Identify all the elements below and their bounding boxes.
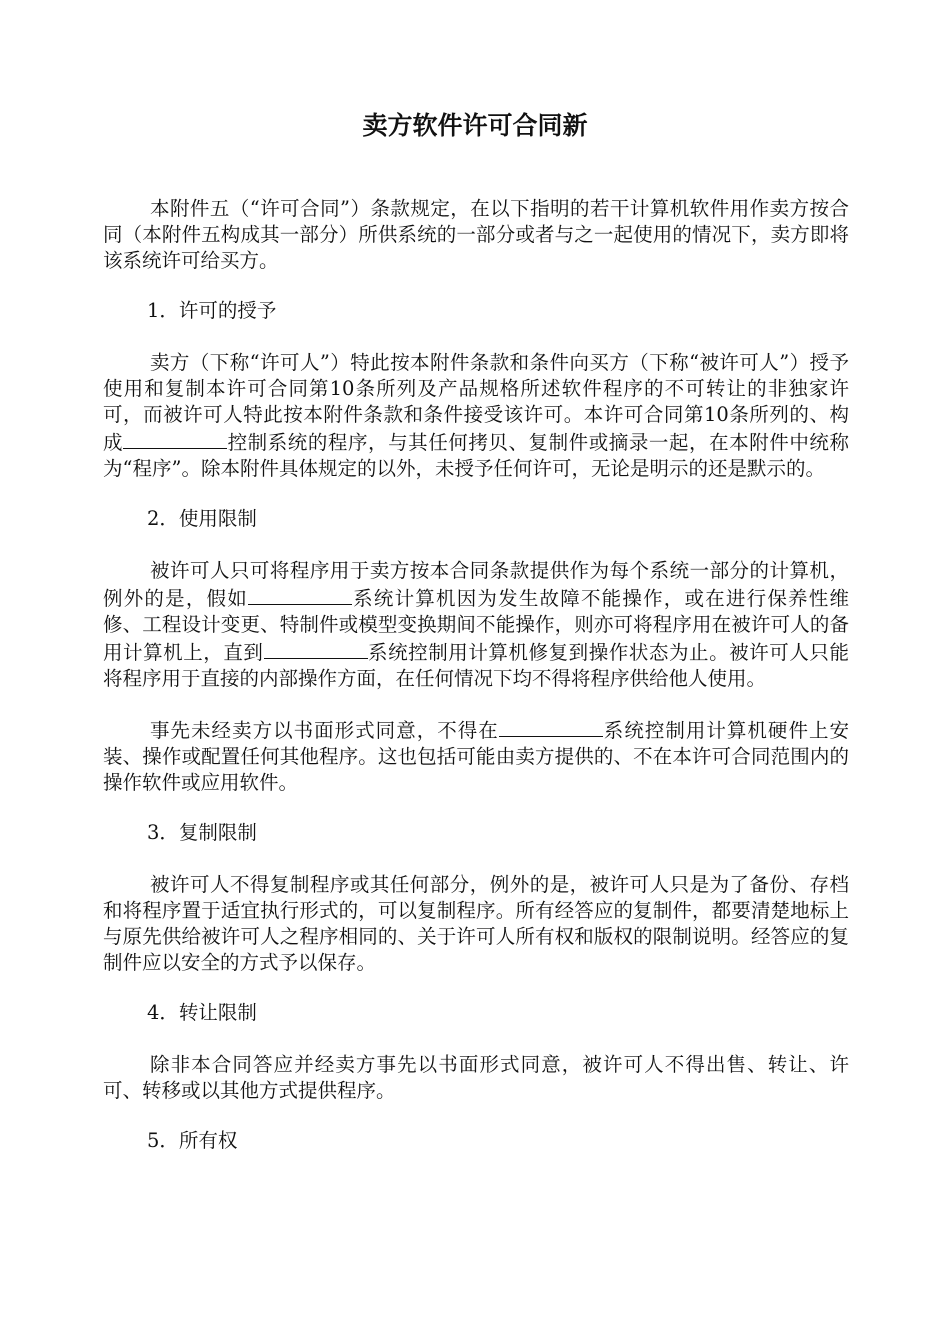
fill-in-blank	[264, 638, 368, 659]
section-2-text-a: 被许可人只可将程序用于卖方按本合同条款提供作为每个系统一部分的计算机，例外的是，假如	[103, 559, 849, 610]
section-2-text-e: 系统控制用计算机硬件上安装、操作或配置任何其他程序。这也包括可能由卖方提供的、不在本许可合同范围内的操作软件或应用软件。	[103, 719, 849, 794]
section-1-heading: 1．许可的授予	[147, 299, 277, 322]
section-2-text-d: 事先未经卖方以书面形式同意，不得在	[150, 719, 499, 742]
section-3-paragraph	[103, 872, 849, 976]
section-3-heading: 3．复制限制	[147, 821, 257, 844]
intro-paragraph	[103, 196, 849, 274]
section-2-text-b: 系统计算机因为发生故障不能操作，或在进行保养性维修、工程设计变更、特制件或模型变换期间不能操作，则亦可将程序用在被许可人的备用计算机上，直到	[103, 587, 849, 664]
section-1-text-b: 控制系统的程序，与其任何拷贝、复制件或摘录一起，在本附件中统称为“程序”。除本附件具体规定的以外，未授予任何许可，无论是明示的还是默示的。	[103, 431, 849, 480]
intro-text: 本附件五（“许可合同”）条款规定，在以下指明的若干计算机软件用作卖方按合同（本附件五构成其一部分）所供系统的一部分或者与之一起使用的情况下，卖方即将该系统许可给买方。	[103, 197, 849, 272]
section-2-paragraph-1	[103, 558, 849, 692]
section-2-text-c: 系统控制用计算机修复到操作状态为止。被许可人只能将程序用于直接的内部操作方面，在任何情况下均不得将程序供给他人使用。	[103, 641, 849, 690]
section-2-heading: 2．使用限制	[147, 507, 257, 530]
section-4-text: 除非本合同答应并经卖方事先以书面形式同意，被许可人不得出售、转让、许可、转移或以其他方式提供程序。	[103, 1053, 849, 1102]
document-title: 卖方软件许可合同新	[362, 111, 588, 140]
document-body	[103, 196, 849, 1180]
fill-in-blank	[248, 584, 352, 605]
section-1-text-a: 卖方（下称“许可人”）特此按本附件条款和条件向买方（下称“被许可人”）授予使用和复制本许可合同第10条所列及产品规格所述软件程序的不可转让的非独家许可，而被许可人特此按本附件条款和条件接受该许可。本许可合同第10条所列的、构成	[103, 351, 849, 454]
fill-in-blank	[123, 428, 227, 449]
section-4-paragraph	[103, 1052, 849, 1104]
section-2-paragraph-2	[103, 716, 849, 796]
section-4-heading: 4．转让限制	[147, 1001, 257, 1024]
section-5-heading: 5．所有权	[147, 1129, 238, 1152]
fill-in-blank	[499, 716, 603, 737]
section-3-text: 被许可人不得复制程序或其任何部分，例外的是，被许可人只是为了备份、存档和将程序置于适宜执行形式的，可以复制程序。所有经答应的复制件，都要清楚地标上与原先供给被许可人之程序相同的、关于许可人所有权和版权的限制说明。经答应的复制件应以安全的方式予以保存。	[103, 873, 849, 974]
section-1-paragraph	[103, 350, 849, 482]
